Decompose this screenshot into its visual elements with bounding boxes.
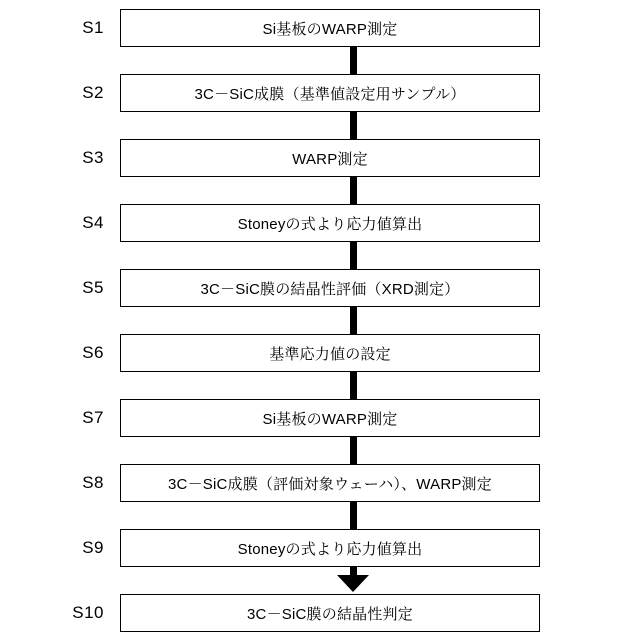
step-text-s3: WARP測定 [292, 150, 368, 168]
step-text-s6: 基準応力値の設定 [269, 345, 391, 363]
step-text-s4: Stoneyの式より応力値算出 [237, 215, 423, 233]
step-label-s8: S8 [82, 473, 104, 492]
step-text-s10: 3C－SiC膜の結晶性判定 [247, 605, 413, 623]
step-text-s1: Si基板のWARP測定 [262, 20, 398, 38]
step-box-s6 [120, 334, 540, 372]
connector-s7-s8 [350, 437, 357, 465]
step-text-s5: 3C－SiC膜の結晶性評価（XRD測定） [200, 280, 460, 298]
step-box-s5 [120, 269, 540, 307]
step-text-s8: 3C－SiC成膜（評価対象ウェーハ）、WARP測定 [168, 475, 492, 493]
connector-s8-s9 [350, 502, 357, 530]
step-box-s1 [120, 9, 540, 47]
step-row-s3 [0, 139, 640, 177]
step-row-s8 [0, 464, 640, 502]
connector-s3-s4 [350, 177, 357, 205]
step-text-s2: 3C－SiC成膜（基準値設定用サンプル） [194, 85, 466, 103]
connector-s4-s5 [350, 242, 357, 270]
step-text-s9: Stoneyの式より応力値算出 [237, 540, 423, 558]
connector-s1-s2 [350, 47, 357, 75]
step-text-s7: Si基板のWARP測定 [262, 410, 398, 428]
step-label-s7: S7 [82, 408, 104, 427]
step-label-s10: S10 [72, 603, 104, 622]
step-label-s5: S5 [82, 278, 104, 297]
step-box-s7 [120, 399, 540, 437]
step-label-s4: S4 [82, 213, 104, 232]
step-row-s6 [0, 334, 640, 372]
step-box-s2 [120, 74, 540, 112]
step-row-s10 [0, 594, 640, 632]
step-box-s10 [120, 594, 540, 632]
step-row-s2 [0, 74, 640, 112]
step-box-s3 [120, 139, 540, 177]
connector-s6-s7 [350, 372, 357, 400]
step-box-s8 [120, 464, 540, 502]
step-row-s1 [0, 9, 640, 47]
step-label-s2: S2 [82, 83, 104, 102]
step-label-s6: S6 [82, 343, 104, 362]
step-box-s4 [120, 204, 540, 242]
step-label-s3: S3 [82, 148, 104, 167]
step-box-s9 [120, 529, 540, 567]
step-row-s4 [0, 204, 640, 242]
connector-s2-s3 [350, 112, 357, 140]
step-row-s9 [0, 529, 640, 567]
arrow-head-icon [337, 575, 369, 592]
connector-s5-s6 [350, 307, 357, 335]
step-label-s9: S9 [82, 538, 104, 557]
step-row-s7 [0, 399, 640, 437]
step-row-s5 [0, 269, 640, 307]
step-label-s1: S1 [82, 18, 104, 37]
